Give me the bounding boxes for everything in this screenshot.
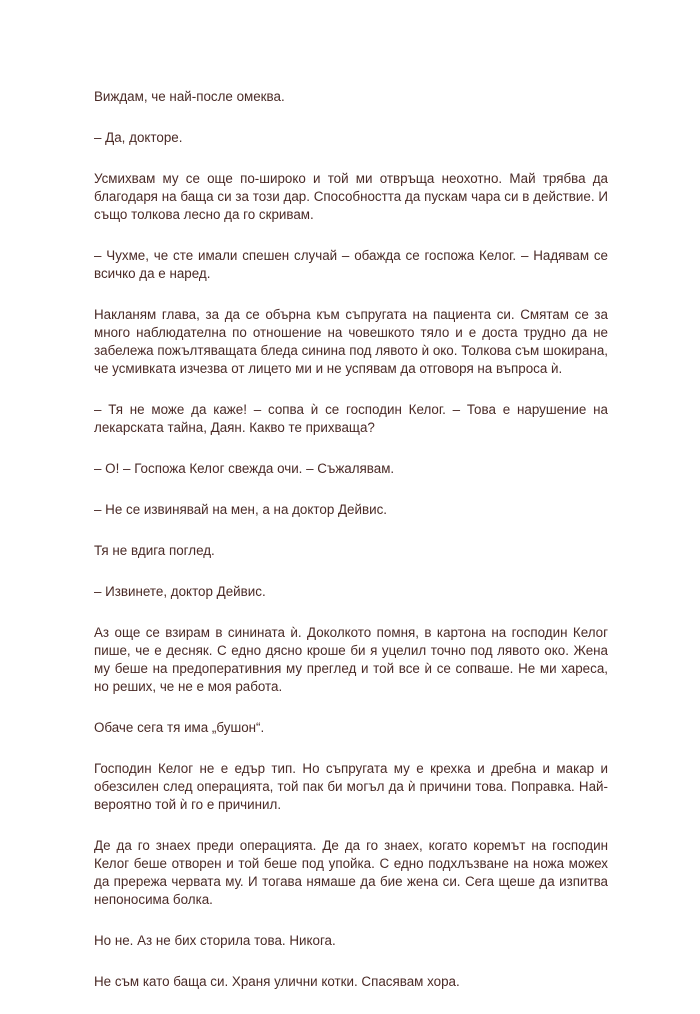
paragraph: – Не се извинявай на мен, а на доктор Дейвис. (94, 502, 387, 517)
paragraph: Тя не вдига поглед. (94, 543, 215, 558)
paragraph: – Чухме, че сте имали спешен случай – обажда се госпожа Келог. – Надявам се всичко да е наред. (94, 248, 608, 281)
paragraph: Не съм като баща си. Храня улични котки. Спасявам хора. (94, 974, 460, 989)
paragraph: Виждам, че най-после омеква. (94, 89, 285, 104)
paragraph: – Извинете, доктор Дейвис. (94, 584, 266, 599)
paragraph: Но не. Аз не бих сторила това. Никога. (94, 933, 336, 948)
document-body (94, 88, 608, 1014)
paragraph: Де да го знаех преди операцията. Де да го знаех, когато коремът на господин Келог беше отворен и той беше под упойка. С едно подхлъзване на ножа можех да прережа червата му. И тогава нямаше да бие жена си. Сега щеше да изпитва непоносима болка. (94, 838, 608, 907)
paragraph: – Да, докторе. (94, 130, 183, 145)
paragraph: Обаче сега тя има „бушон“. (94, 720, 265, 735)
paragraph: Усмихвам му се още по-широко и той ми отвръща неохотно. Май трябва да благодаря на баща си за този дар. Способността да пускам чара си в действие. И също толкова лесно да го скривам. (94, 171, 608, 222)
paragraph: Господин Келог не е едър тип. Но съпругата му е крехка и дребна и макар и обезсилен след операцията, той пак би могъл да ѝ причини това. Поправка. Най-вероятно той ѝ го е причинил. (94, 761, 608, 812)
paragraph: – Тя не може да каже! – сопва ѝ се господин Келог. – Това е нарушение на лекарската тайна, Даян. Какво те прихваща? (94, 402, 608, 435)
paragraph: – О! – Госпожа Келог свежда очи. – Съжалявам. (94, 461, 395, 476)
paragraph: Аз още се взирам в синината ѝ. Доколкото помня, в картона на господин Келог пише, че е десняк. С едно дясно кроше би я уцелил точно под лявото око. Жена му беше на предоперативния му преглед и той все ѝ се сопваше. Не ми хареса, но реших, че не е моя работа. (94, 625, 608, 694)
paragraph: Накланям глава, за да се обърна към съпругата на пациента си. Смятам се за много наблюдателна по отношение на човешкото тяло и е доста трудно да не забележа пожълтяващата бледа синина под лявото ѝ око. Толкова съм шокирана, че усмивката изчезва от лицето ми и не успявам да отговоря на въпроса ѝ. (94, 307, 608, 376)
